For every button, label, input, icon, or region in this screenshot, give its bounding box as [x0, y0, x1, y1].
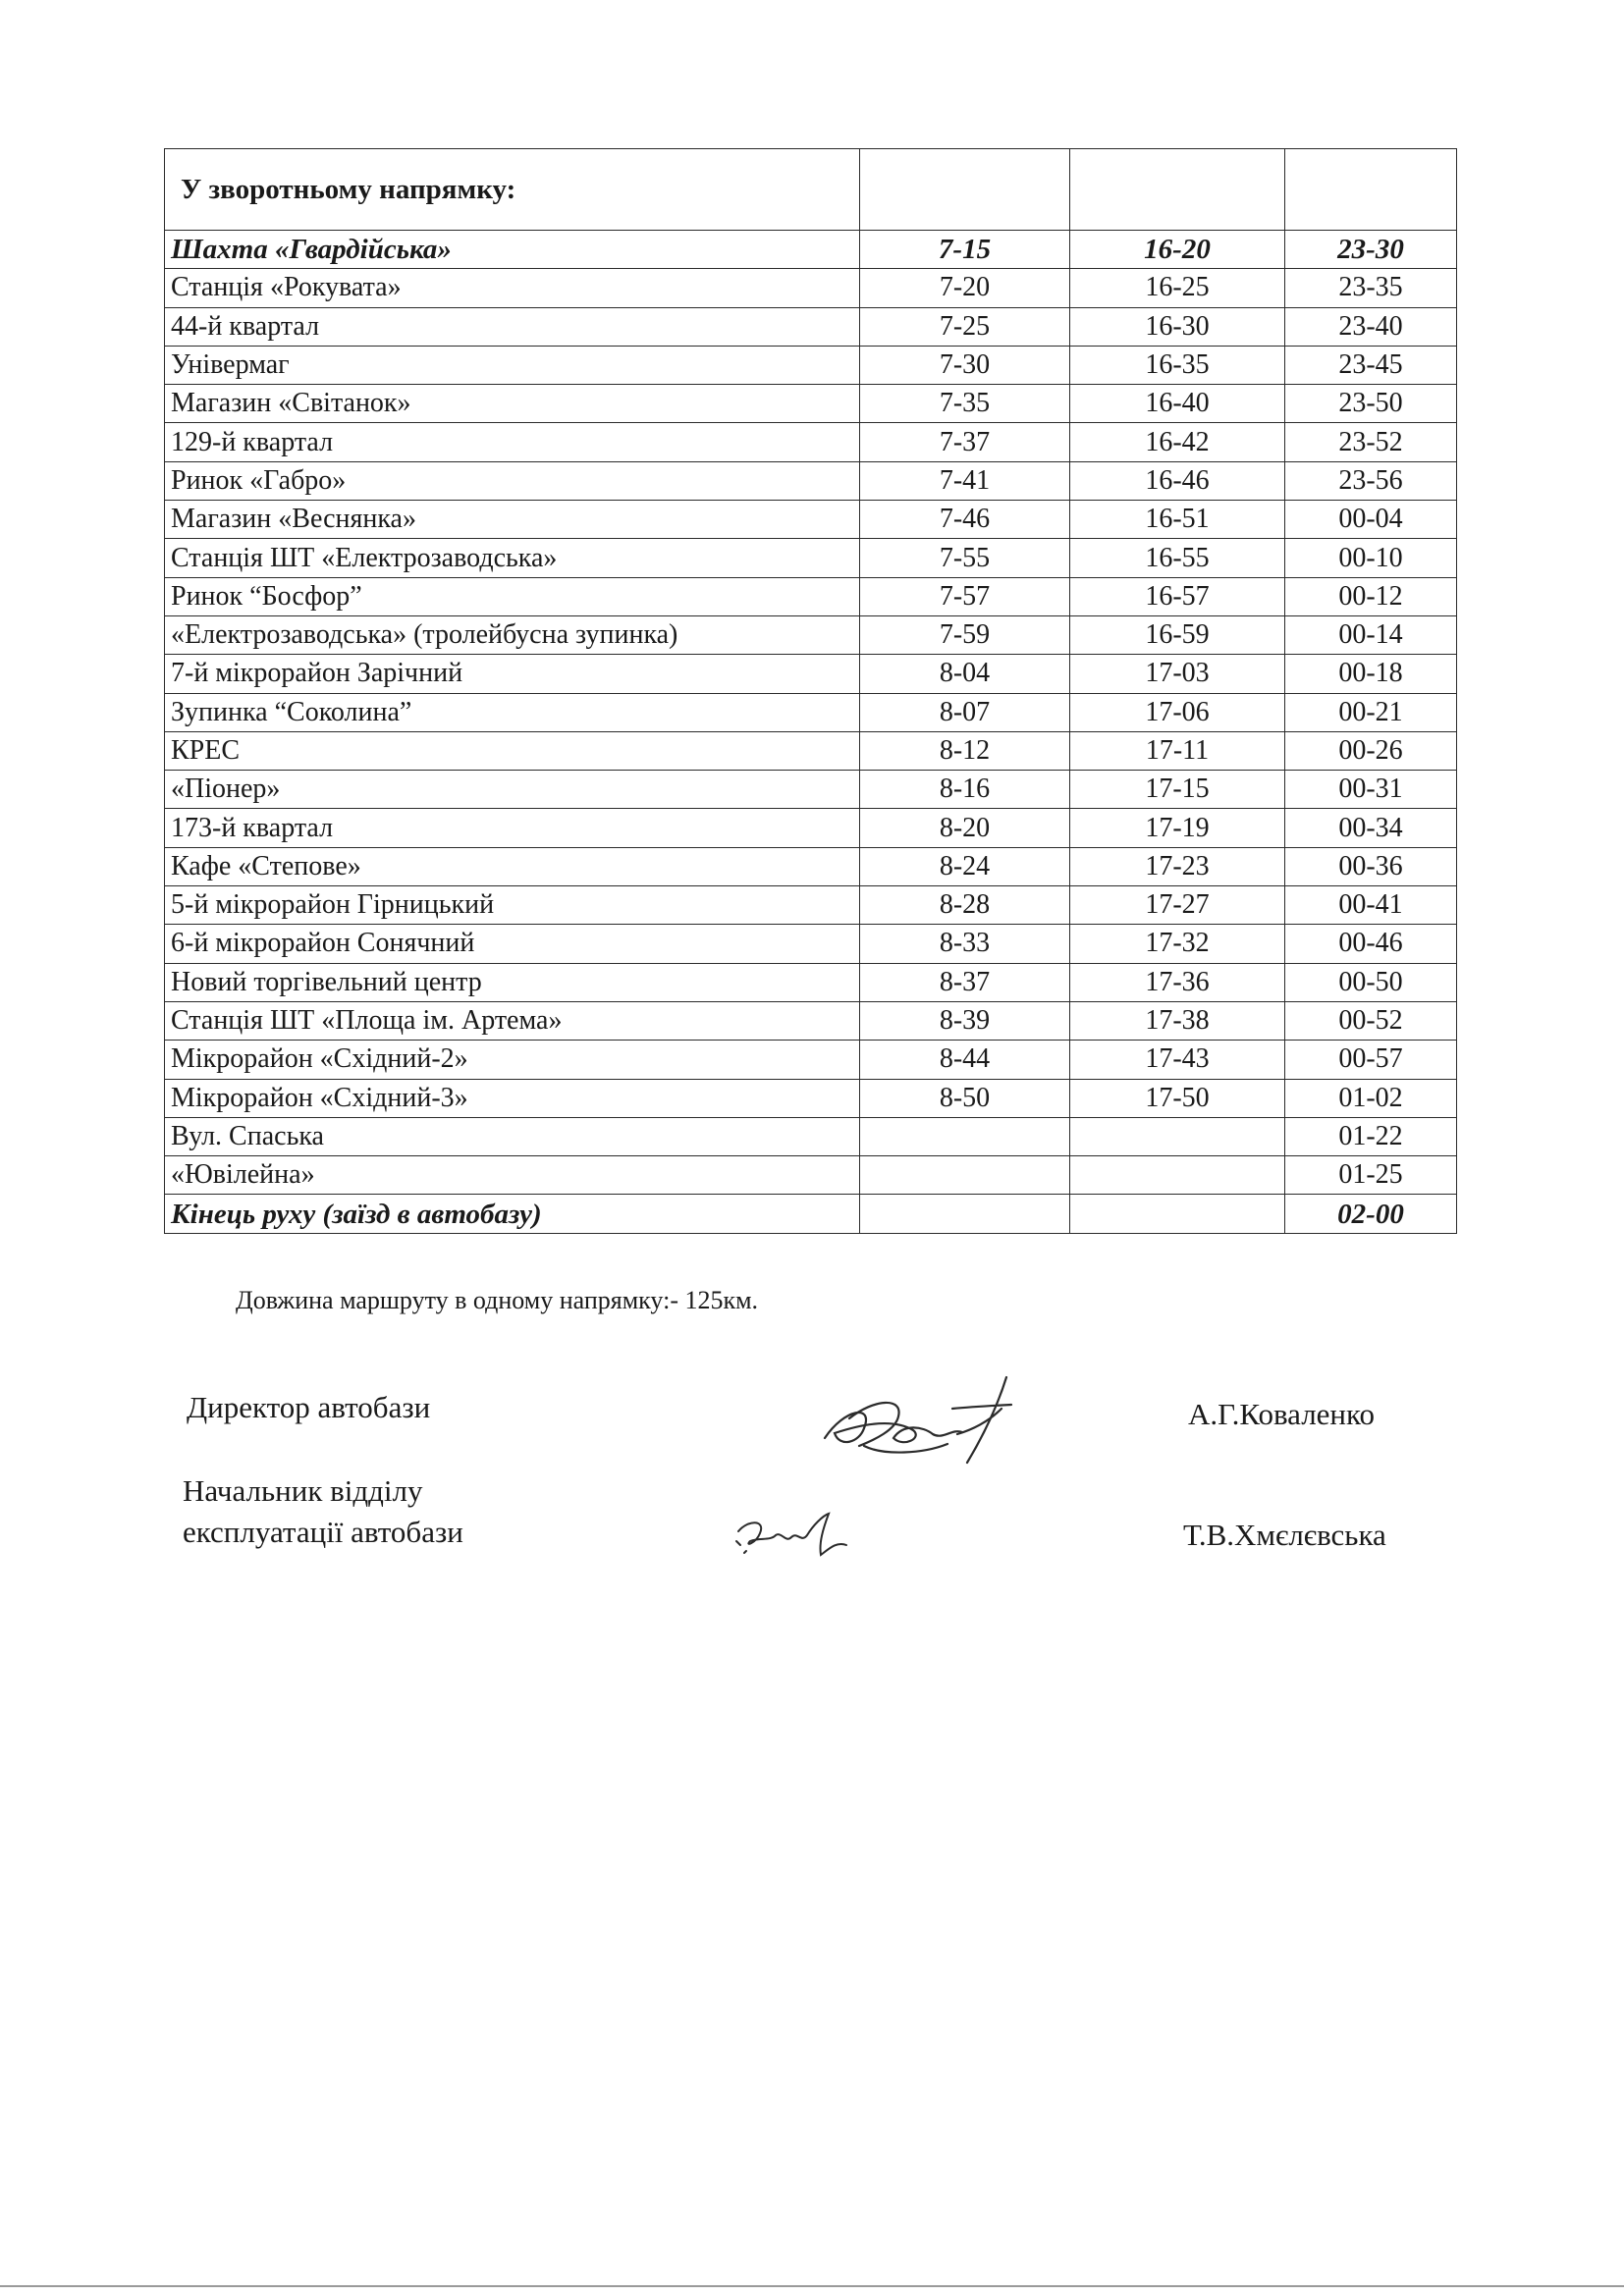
director-title: Директор автобази [187, 1390, 431, 1424]
departure-time-2-cell: 16-40 [1070, 385, 1285, 423]
stop-name-cell: Станція ШТ «Площа ім. Артема» [165, 1001, 860, 1040]
header-cell-empty [1070, 149, 1285, 231]
table-row [165, 461, 1457, 500]
departure-time-1-cell: 7-59 [860, 615, 1070, 654]
head-title-line2: експлуатації автобази [183, 1515, 463, 1549]
departure-time-1-cell [860, 1117, 1070, 1155]
table-row [165, 731, 1457, 770]
departure-time-2-cell: 17-38 [1070, 1001, 1285, 1040]
table-row [165, 269, 1457, 307]
stop-name-cell: 129-й квартал [165, 423, 860, 461]
table-row [165, 539, 1457, 577]
table-row [165, 1195, 1457, 1233]
departure-time-2-cell: 16-30 [1070, 307, 1285, 346]
departure-time-1-cell: 7-46 [860, 501, 1070, 539]
departure-time-3-cell: 23-52 [1285, 423, 1457, 461]
departure-time-3-cell: 23-45 [1285, 346, 1457, 384]
departure-time-2-cell: 17-50 [1070, 1079, 1285, 1117]
table-row [165, 925, 1457, 963]
table-row [165, 771, 1457, 809]
departure-time-3-cell: 00-52 [1285, 1001, 1457, 1040]
director-signature [805, 1369, 1031, 1477]
stop-name-cell: 7-й мікрорайон Зарічний [165, 655, 860, 693]
table-row [165, 1156, 1457, 1195]
table-row [165, 423, 1457, 461]
departure-time-2-cell: 16-46 [1070, 461, 1285, 500]
table-header-row [165, 149, 1457, 231]
departure-time-2-cell: 17-15 [1070, 771, 1285, 809]
departure-time-3-cell: 01-25 [1285, 1156, 1457, 1195]
departure-time-1-cell: 7-15 [860, 231, 1070, 269]
departure-time-1-cell: 8-20 [860, 809, 1070, 847]
departure-time-1-cell: 8-07 [860, 693, 1070, 731]
table-row [165, 231, 1457, 269]
stop-name-cell: Станція «Рокувата» [165, 269, 860, 307]
departure-time-1-cell: 8-04 [860, 655, 1070, 693]
route-length-note: Довжина маршруту в одному напрямку:- 125км. [236, 1286, 759, 1314]
departure-time-2-cell: 17-32 [1070, 925, 1285, 963]
departure-time-1-cell: 8-39 [860, 1001, 1070, 1040]
departure-time-3-cell: 00-36 [1285, 847, 1457, 885]
departure-time-2-cell: 17-23 [1070, 847, 1285, 885]
stop-name-cell: Мікрорайон «Східний-2» [165, 1041, 860, 1079]
departure-time-3-cell: 00-34 [1285, 809, 1457, 847]
departure-time-3-cell: 00-50 [1285, 963, 1457, 1001]
departure-time-3-cell: 01-02 [1285, 1079, 1457, 1117]
departure-time-2-cell [1070, 1195, 1285, 1233]
stop-name-cell: 44-й квартал [165, 307, 860, 346]
departure-time-2-cell: 17-27 [1070, 886, 1285, 925]
departure-time-3-cell: 00-41 [1285, 886, 1457, 925]
table-row [165, 886, 1457, 925]
departure-time-1-cell [860, 1156, 1070, 1195]
departure-time-2-cell: 17-11 [1070, 731, 1285, 770]
departure-time-2-cell: 17-06 [1070, 693, 1285, 731]
departure-time-2-cell [1070, 1156, 1285, 1195]
table-row [165, 693, 1457, 731]
table-row [165, 385, 1457, 423]
departure-time-1-cell: 7-57 [860, 577, 1070, 615]
departure-time-3-cell: 00-10 [1285, 539, 1457, 577]
stop-name-cell: Вул. Спаська [165, 1117, 860, 1155]
header-cell-empty [1285, 149, 1457, 231]
departure-time-3-cell: 00-26 [1285, 731, 1457, 770]
table-row [165, 501, 1457, 539]
table-row [165, 307, 1457, 346]
stop-name-cell: КРЕС [165, 731, 860, 770]
stop-name-cell: 173-й квартал [165, 809, 860, 847]
stop-name-cell: «Ювілейна» [165, 1156, 860, 1195]
departure-time-2-cell: 17-36 [1070, 963, 1285, 1001]
departure-time-2-cell: 16-51 [1070, 501, 1285, 539]
stop-name-cell: Кафе «Степове» [165, 847, 860, 885]
direction-heading: У зворотньому напрямку: [165, 149, 860, 231]
table-row [165, 346, 1457, 384]
stop-name-cell: Універмаг [165, 346, 860, 384]
departure-time-3-cell: 23-30 [1285, 231, 1457, 269]
director-name: А.Г.Коваленко [1188, 1397, 1376, 1431]
scan-edge-line [0, 2285, 1624, 2287]
table-row [165, 1079, 1457, 1117]
stop-name-cell: Мікрорайон «Східний-3» [165, 1079, 860, 1117]
departure-time-2-cell: 16-42 [1070, 423, 1285, 461]
departure-time-1-cell: 8-16 [860, 771, 1070, 809]
departure-time-1-cell: 8-37 [860, 963, 1070, 1001]
departure-time-2-cell: 17-19 [1070, 809, 1285, 847]
schedule-table [164, 148, 1457, 1234]
departure-time-2-cell: 16-20 [1070, 231, 1285, 269]
departure-time-3-cell: 00-18 [1285, 655, 1457, 693]
departure-time-1-cell: 8-50 [860, 1079, 1070, 1117]
departure-time-3-cell: 00-04 [1285, 501, 1457, 539]
table-row [165, 963, 1457, 1001]
stop-name-cell: Шахта «Гвардійська» [165, 231, 860, 269]
departure-time-3-cell: 23-50 [1285, 385, 1457, 423]
departure-time-3-cell: 23-56 [1285, 461, 1457, 500]
head-signature [727, 1502, 864, 1571]
departure-time-3-cell: 00-46 [1285, 925, 1457, 963]
departure-time-1-cell: 7-55 [860, 539, 1070, 577]
head-name: Т.В.Хмєлєвська [1183, 1518, 1386, 1552]
departure-time-3-cell: 00-21 [1285, 693, 1457, 731]
departure-time-1-cell: 7-30 [860, 346, 1070, 384]
departure-time-1-cell [860, 1195, 1070, 1233]
departure-time-1-cell: 8-24 [860, 847, 1070, 885]
stop-name-cell: Новий торгівельний центр [165, 963, 860, 1001]
head-title [183, 1470, 463, 1553]
departure-time-3-cell: 01-22 [1285, 1117, 1457, 1155]
table-row [165, 615, 1457, 654]
table-row [165, 1041, 1457, 1079]
table-row [165, 1117, 1457, 1155]
departure-time-3-cell: 23-35 [1285, 269, 1457, 307]
stop-name-cell: Магазин «Світанок» [165, 385, 860, 423]
departure-time-2-cell: 17-43 [1070, 1041, 1285, 1079]
stop-name-cell: «Електрозаводська» (тролейбусна зупинка) [165, 615, 860, 654]
departure-time-2-cell: 17-03 [1070, 655, 1285, 693]
stop-name-cell: Ринок «Габро» [165, 461, 860, 500]
header-cell-empty [860, 149, 1070, 231]
stop-name-cell: Ринок “Босфор” [165, 577, 860, 615]
stop-name-cell: Кінець руху (заїзд в автобазу) [165, 1195, 860, 1233]
departure-time-3-cell: 02-00 [1285, 1195, 1457, 1233]
table-row [165, 577, 1457, 615]
departure-time-3-cell: 23-40 [1285, 307, 1457, 346]
stop-name-cell: Магазин «Веснянка» [165, 501, 860, 539]
departure-time-1-cell: 8-28 [860, 886, 1070, 925]
stop-name-cell: 5-й мікрорайон Гірницький [165, 886, 860, 925]
departure-time-1-cell: 8-44 [860, 1041, 1070, 1079]
departure-time-2-cell: 16-59 [1070, 615, 1285, 654]
table-row [165, 655, 1457, 693]
table-row [165, 847, 1457, 885]
departure-time-1-cell: 8-12 [860, 731, 1070, 770]
departure-time-1-cell: 7-20 [860, 269, 1070, 307]
departure-time-3-cell: 00-14 [1285, 615, 1457, 654]
departure-time-3-cell: 00-57 [1285, 1041, 1457, 1079]
table-row [165, 1001, 1457, 1040]
stop-name-cell: «Піонер» [165, 771, 860, 809]
departure-time-1-cell: 7-41 [860, 461, 1070, 500]
departure-time-3-cell: 00-12 [1285, 577, 1457, 615]
stop-name-cell: Зупинка “Соколина” [165, 693, 860, 731]
stop-name-cell: 6-й мікрорайон Сонячний [165, 925, 860, 963]
stop-name-cell: Станція ШТ «Електрозаводська» [165, 539, 860, 577]
table-row [165, 809, 1457, 847]
departure-time-1-cell: 7-25 [860, 307, 1070, 346]
departure-time-2-cell: 16-57 [1070, 577, 1285, 615]
departure-time-1-cell: 8-33 [860, 925, 1070, 963]
departure-time-2-cell: 16-35 [1070, 346, 1285, 384]
departure-time-3-cell: 00-31 [1285, 771, 1457, 809]
departure-time-2-cell [1070, 1117, 1285, 1155]
head-title-line1: Начальник відділу [183, 1473, 423, 1508]
departure-time-2-cell: 16-55 [1070, 539, 1285, 577]
departure-time-1-cell: 7-35 [860, 385, 1070, 423]
departure-time-2-cell: 16-25 [1070, 269, 1285, 307]
departure-time-1-cell: 7-37 [860, 423, 1070, 461]
